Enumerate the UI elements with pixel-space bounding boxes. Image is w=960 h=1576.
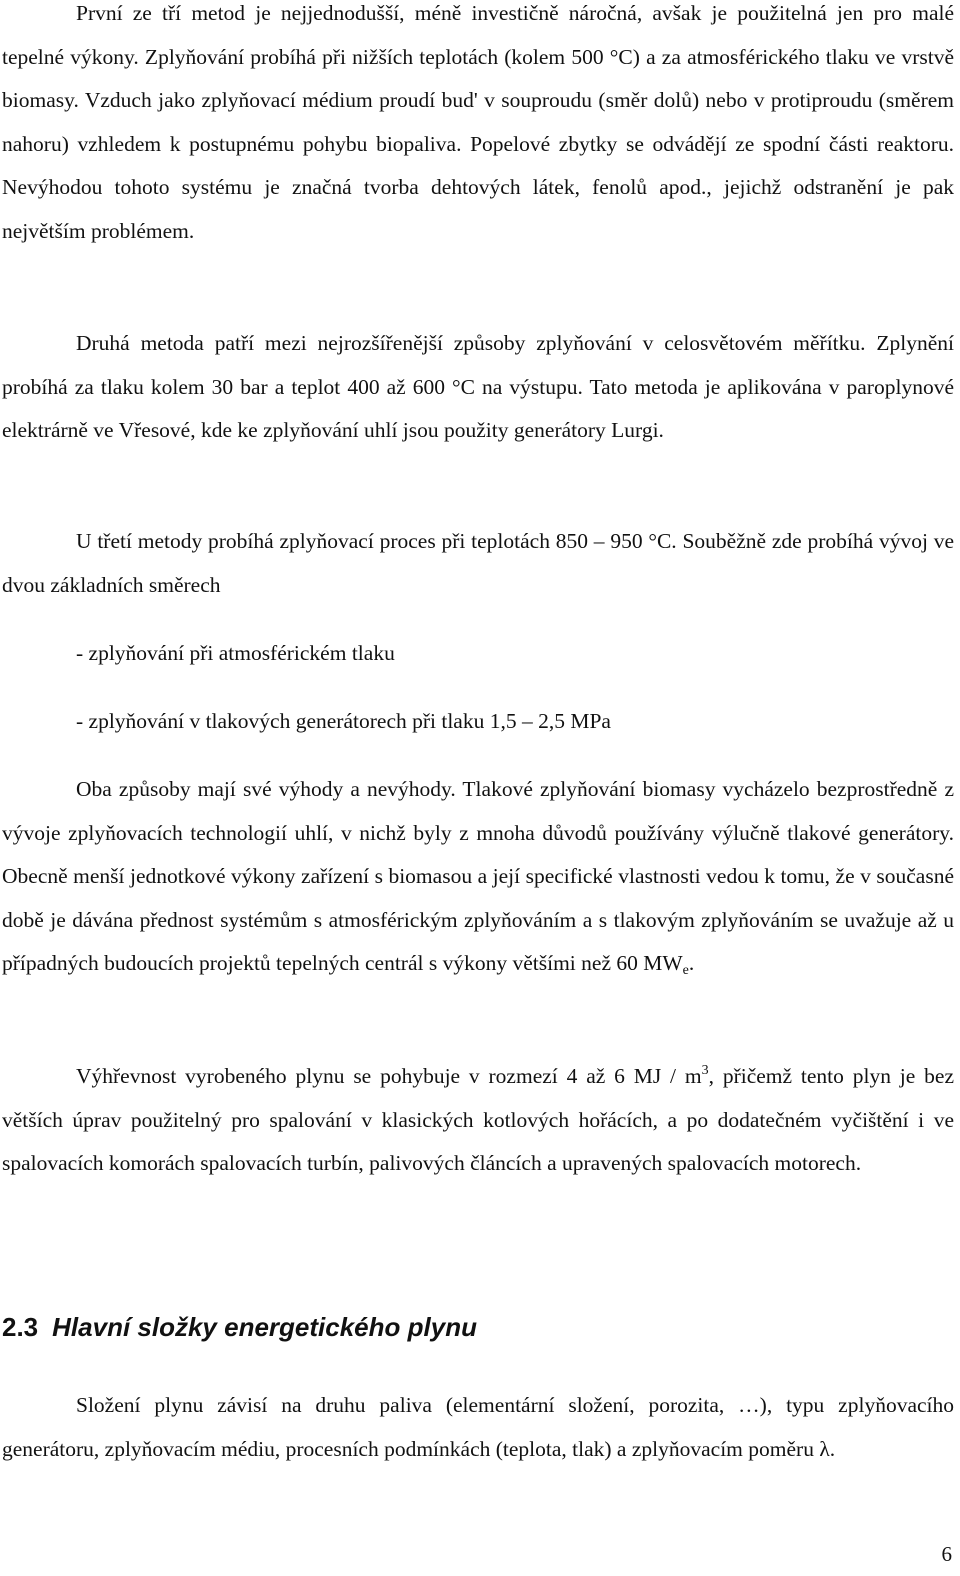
paragraph-gasification-method-3: U třetí metody probíhá zplyňovací proces při teplotách 850 – 950 °C. Souběžně zde probíhá vývoj ve dvou základních směrech — [2, 529, 954, 597]
paragraph-gasification-method-2: Druhá metoda patří mezi nejrozšířenější způsoby zplyňování v celosvětovém měřítku. Zplynění probíhá za tlaku kolem 30 bar a teplot 400 až 600 °C na výstupu. Tato metoda je aplikována v paroplynové elektrárně ve Vřesové, kde ke zplyňování uhlí jsou použity generátory Lurgi. — [2, 331, 954, 442]
paragraph-gas-composition: Složení plynu závisí na druhu paliva (elementární složení, porozita, …), typu zplyňovacího generátoru, zplyňovacím médiu, procesních podmínkách (teplota, tlak) a zplyňovacím poměru λ. — [2, 1393, 954, 1461]
page-number: 6 — [941, 1542, 952, 1566]
section-heading — [2, 1312, 477, 1343]
paragraph-heating-value — [2, 1055, 954, 1186]
section-title: Hlavní složky energetického plynu — [52, 1312, 477, 1342]
list-item-atmospheric: - zplyňování při atmosférickém tlaku — [76, 641, 395, 665]
section-number: 2.3 — [2, 1312, 39, 1342]
paragraph-heating-value-a: Výhřevnost vyrobeného plynu se pohybuje v rozmezí 4 až 6 MJ / m — [76, 1064, 702, 1088]
superscript-3: 3 — [701, 1063, 709, 1078]
paragraph-pros-cons-text: Oba způsoby mají své výhody a nevýhody. Tlakové zplyňování biomasy vycházelo bezprostředně z vývoje zplyňovacích technologií uhlí, v nichž byly z mnoha důvodů používány výlučně tlakové generátory. Obecně menší jednotkové výkony zařízení s biomasou a její specifické vlastnosti vedou k tomu, že v současné době je dávána přednost systémům s atmosférickým zplyňováním a s tlakovým zplyňováním se uvažuje až u případných budoucích projektů tepelných centrál s výkony většími než 60 MW — [2, 777, 954, 975]
paragraph-pros-cons — [2, 768, 954, 986]
paragraph-gasification-method-1: První ze tří metod je nejjednodušší, méně investičně náročná, avšak je použitelná jen pro malé tepelné výkony. Zplyňování probíhá při nižších teplotách (kolem 500 °C) a za atmosférického tlaku ve vrstvě biomasy. Vzduch jako zplyňovací médium proudí bud' v souproudu (směr dolů) nebo v protiproudu (směrem nahoru) vzhledem k postupnému pohybu biopaliva. Popelové zbytky se odvádějí ze spodní části reaktoru. Nevýhodou tohoto systému je značná tvorba dehtových látek, fenolů apod., jejichž odstranění je pak největším problémem. — [2, 1, 954, 243]
subscript-e: e — [682, 963, 689, 978]
list-item-pressure: - zplyňování v tlakových generátorech při tlaku 1,5 – 2,5 MPa — [76, 709, 611, 733]
paragraph-heating-value-b: , přičemž tento plyn je bez větších úprav použitelný pro spalování v klasických kotlových hořácích, a po dodatečném vyčištění i ve spalovacích komorách spalovacích turbín, palivových článcích a upravených spalovacích motorech. — [2, 1064, 954, 1175]
paragraph-pros-cons-end: . — [688, 951, 695, 975]
